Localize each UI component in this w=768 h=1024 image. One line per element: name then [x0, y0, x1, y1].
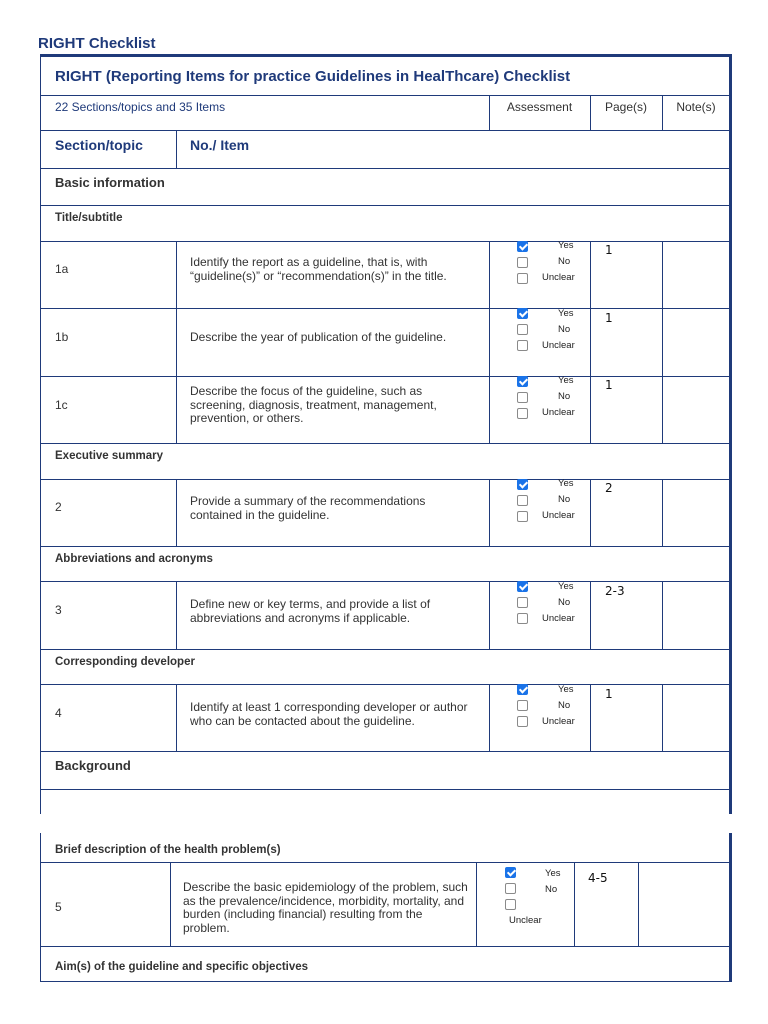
row-divider: [40, 546, 732, 547]
section-column-header: Section/topic: [55, 137, 143, 153]
item-number: 2: [55, 500, 62, 514]
row-divider: [40, 946, 732, 947]
subsection-aims: Aim(s) of the guideline and specific objectives: [55, 961, 309, 973]
summary-label: 22 Sections/topics and 35 Items: [55, 100, 226, 114]
no-label: No: [558, 700, 571, 711]
col-divider: [176, 241, 177, 443]
yes-checkbox[interactable]: [517, 581, 528, 592]
col-divider: [662, 581, 663, 649]
unclear-label: Unclear: [542, 510, 575, 521]
unclear-label: Unclear: [542, 340, 575, 351]
col-divider: [590, 241, 591, 443]
col-divider: [489, 581, 490, 649]
no-checkbox[interactable]: [505, 883, 516, 894]
row-divider: [40, 205, 732, 206]
page-value: 1: [605, 378, 613, 392]
subsection-corresponding-developer: Corresponding developer: [55, 656, 195, 668]
item-description: Identify at least 1 corresponding developer or author who can be contacted about the guideline.: [190, 700, 468, 728]
no-label: No: [558, 324, 571, 335]
unclear-checkbox[interactable]: [517, 613, 528, 624]
unclear-checkbox[interactable]: [517, 716, 528, 727]
subsection-brief-description: Brief description of the health problem(s): [55, 844, 281, 856]
col-divider: [176, 479, 177, 546]
col-divider: [638, 862, 639, 946]
subsection-executive-summary: Executive summary: [55, 450, 164, 462]
col-divider: [476, 862, 477, 946]
yes-checkbox[interactable]: [505, 867, 516, 878]
no-label: No: [558, 494, 571, 505]
row-divider: [40, 130, 732, 131]
col-divider: [489, 684, 490, 751]
no-checkbox[interactable]: [517, 597, 528, 608]
unclear-label: Unclear: [542, 272, 575, 283]
no-label: No: [558, 597, 571, 608]
yes-label: Yes: [558, 581, 574, 592]
row-divider: [40, 789, 732, 790]
unclear-checkbox[interactable]: [517, 273, 528, 284]
item-number: 5: [55, 900, 62, 914]
item-description: Define new or key terms, and provide a list of abbreviations and acronyms if applicable.: [190, 597, 431, 625]
assessment-header: Assessment: [506, 100, 573, 114]
section-background: Background: [55, 758, 131, 773]
no-checkbox[interactable]: [517, 700, 528, 711]
page-value: 2-3: [605, 584, 625, 598]
col-divider: [176, 684, 177, 751]
col-divider: [574, 862, 575, 946]
no-label: No: [558, 391, 571, 402]
pages-header: Page(s): [604, 100, 648, 114]
col-divider: [662, 684, 663, 751]
item-description: Describe the focus of the guideline, such as screening, diagnosis, treatment, management, prevention, or others.: [190, 384, 437, 425]
page-value: 1: [605, 243, 613, 257]
notes-header: Note(s): [676, 100, 716, 114]
yes-label: Yes: [558, 240, 574, 251]
item-number: 3: [55, 603, 62, 617]
row-divider: [40, 684, 732, 685]
table-title: RIGHT (Reporting Items for practice Guidelines in HealThcare) Checklist: [55, 68, 571, 85]
row-divider: [40, 168, 732, 169]
col-divider: [662, 479, 663, 546]
row-divider: [40, 751, 732, 752]
col-divider: [590, 479, 591, 546]
item-number: 1a: [55, 262, 69, 276]
unclear-label: Unclear: [542, 407, 575, 418]
yes-label: Yes: [545, 868, 561, 879]
yes-checkbox[interactable]: [517, 684, 528, 695]
yes-label: Yes: [558, 478, 574, 489]
item-description: Identify the report as a guideline, that is, with “guideline(s)” or “recommendation(s)” in the title.: [190, 255, 447, 283]
col-divider: [662, 241, 663, 443]
page-value: 2: [605, 481, 613, 495]
no-label: No: [558, 256, 571, 267]
unclear-label: Unclear: [542, 716, 575, 727]
unclear-checkbox[interactable]: [517, 408, 528, 419]
item-description: Provide a summary of the recommendations contained in the guideline.: [190, 494, 426, 522]
col-divider: [176, 581, 177, 649]
row-divider: [40, 308, 732, 309]
row-divider: [40, 581, 732, 582]
row-divider: [40, 376, 732, 377]
yes-checkbox[interactable]: [517, 376, 528, 387]
row-divider: [40, 649, 732, 650]
no-label: No: [545, 884, 558, 895]
item-description: Describe the basic epidemiology of the problem, such as the prevalence/incidence, morbidity, mortality, and burden (including financial) resulting from the problem.: [183, 880, 468, 935]
no-checkbox[interactable]: [517, 324, 528, 335]
item-number: 1c: [55, 398, 68, 412]
col-divider: [590, 581, 591, 649]
unclear-label: Unclear: [542, 613, 575, 624]
subsection-title-subtitle: Title/subtitle: [55, 212, 123, 224]
unclear-checkbox[interactable]: [505, 899, 516, 910]
page-value: 1: [605, 311, 613, 325]
yes-checkbox[interactable]: [517, 479, 528, 490]
col-divider: [489, 479, 490, 546]
row-divider: [40, 443, 732, 444]
item-number: 1b: [55, 330, 69, 344]
item-number: 4: [55, 706, 62, 720]
yes-label: Yes: [558, 684, 574, 695]
row-divider: [40, 95, 732, 96]
row-divider: [40, 981, 732, 982]
no-checkbox[interactable]: [517, 392, 528, 403]
yes-label: Yes: [558, 375, 574, 386]
col-divider: [489, 241, 490, 443]
row-divider: [40, 862, 732, 863]
item-description: Describe the year of publication of the guideline.: [190, 330, 447, 344]
no-checkbox[interactable]: [517, 495, 528, 506]
item-column-header: No./ Item: [190, 137, 250, 153]
page-value: 1: [605, 687, 613, 701]
col-divider: [176, 130, 177, 168]
yes-checkbox[interactable]: [517, 241, 528, 252]
yes-checkbox[interactable]: [517, 308, 528, 319]
unclear-checkbox[interactable]: [517, 340, 528, 351]
section-basic-information: Basic information: [55, 175, 165, 190]
row-divider: [40, 241, 732, 242]
col-divider: [590, 684, 591, 751]
yes-label: Yes: [558, 308, 574, 319]
col-divider: [170, 862, 171, 946]
page-title: RIGHT Checklist: [38, 35, 156, 52]
page-value: 4-5: [588, 871, 608, 885]
subsection-abbreviations: Abbreviations and acronyms: [55, 553, 213, 565]
row-divider: [40, 479, 732, 480]
unclear-label: Unclear: [509, 915, 542, 926]
no-checkbox[interactable]: [517, 257, 528, 268]
unclear-checkbox[interactable]: [517, 511, 528, 522]
